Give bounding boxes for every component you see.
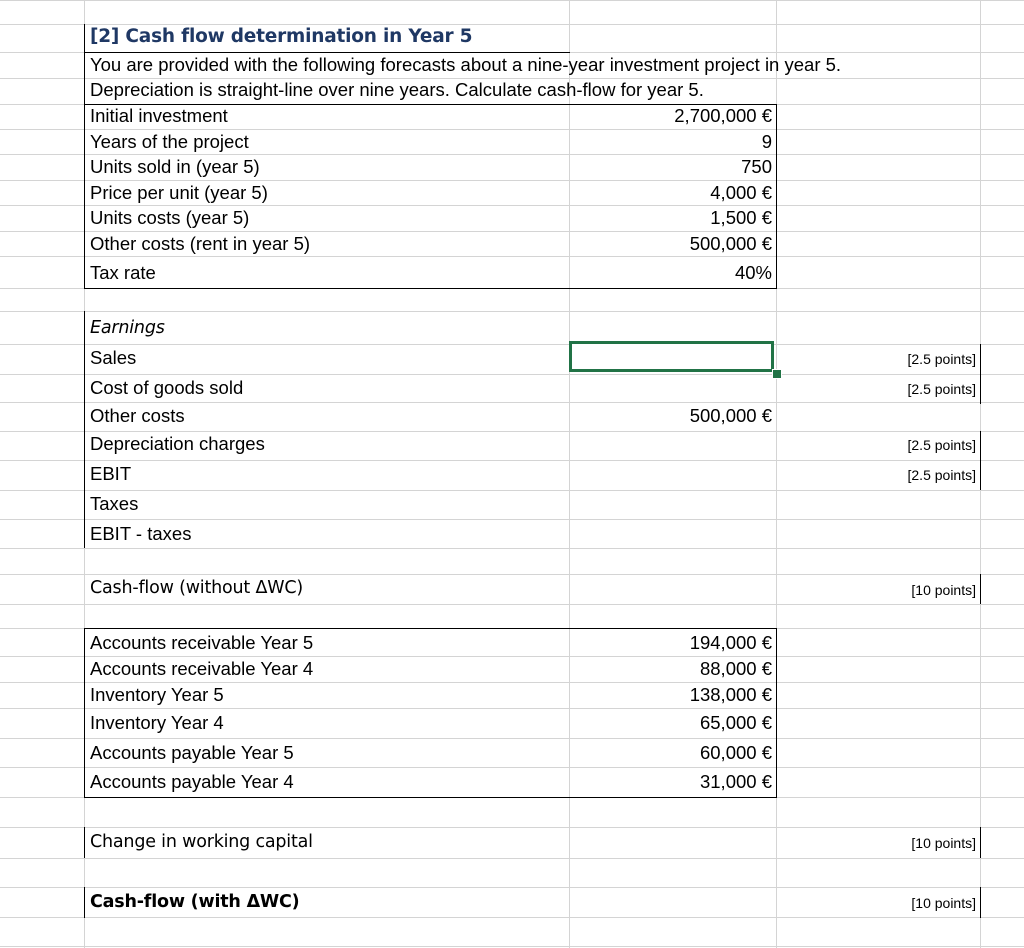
points-sales: [2.5 points]	[907, 351, 976, 367]
cell-border	[84, 52, 570, 53]
input-value-years[interactable]: 9	[761, 131, 772, 152]
gridline	[0, 887, 1024, 888]
input-label-years: Years of the project	[90, 131, 249, 152]
wc-label-inventory-year5: Inventory Year 5	[90, 684, 224, 705]
earnings-label-other-costs: Other costs	[90, 405, 185, 426]
cell-border	[776, 104, 777, 288]
gridline	[0, 682, 1024, 683]
earnings-label-cogs: Cost of goods sold	[90, 377, 244, 398]
input-label-other-costs: Other costs (rent in year 5)	[90, 233, 311, 254]
points-change-wc: [10 points]	[911, 835, 976, 851]
input-label-price-per-unit: Price per unit (year 5)	[90, 182, 268, 203]
gridline	[0, 767, 1024, 768]
gridline	[0, 402, 1024, 403]
cashflow-with-wc-label: Cash-flow (with ΔWC)	[90, 892, 300, 912]
wc-label-ar-year5: Accounts receivable Year 5	[90, 632, 314, 653]
selected-cell-sales[interactable]	[569, 341, 774, 372]
earnings-label-ebit: EBIT	[90, 463, 132, 484]
gridline	[0, 231, 1024, 232]
gridline	[0, 858, 1024, 859]
cell-border	[84, 311, 85, 548]
earnings-label-sales: Sales	[90, 347, 137, 368]
fill-handle[interactable]	[772, 369, 782, 379]
points-cashflow-without-wc: [10 points]	[911, 582, 976, 598]
wc-label-inventory-year4: Inventory Year 4	[90, 712, 224, 733]
wc-label-ar-year4: Accounts receivable Year 4	[90, 658, 314, 679]
gridline	[0, 180, 1024, 181]
points-cashflow-with-wc: [10 points]	[911, 895, 976, 911]
cell-border	[980, 574, 981, 604]
gridline	[0, 374, 1024, 375]
gridline	[0, 574, 1024, 575]
gridline	[0, 24, 1024, 25]
input-value-unit-costs[interactable]: 1,500 €	[710, 207, 772, 228]
gridline	[0, 311, 1024, 312]
wc-value-ap-year5[interactable]: 60,000 €	[699, 742, 772, 763]
earnings-label-taxes: Taxes	[90, 493, 139, 514]
cell-border	[776, 628, 777, 798]
cell-border	[84, 628, 85, 798]
wc-value-inventory-year4[interactable]: 65,000 €	[699, 712, 772, 733]
input-value-price-per-unit[interactable]: 4,000 €	[710, 182, 772, 203]
cell-border	[84, 288, 777, 289]
gridline	[0, 738, 1024, 739]
points-depreciation: [2.5 points]	[907, 437, 976, 453]
cell-border	[84, 887, 85, 918]
input-label-units-sold: Units sold in (year 5)	[90, 156, 260, 177]
input-label-tax-rate: Tax rate	[90, 262, 156, 283]
gridline	[0, 519, 1024, 520]
cell-border	[84, 628, 777, 629]
gridline	[0, 548, 1024, 549]
cell-border	[980, 431, 981, 490]
gridline	[0, 604, 1024, 605]
gridline	[569, 0, 570, 948]
intro-line-2: Depreciation is straight-line over nine years. Calculate cash-flow for year 5.	[90, 79, 704, 100]
cell-border	[980, 827, 981, 858]
wc-label-ap-year4: Accounts payable Year 4	[90, 771, 294, 792]
wc-value-ap-year4[interactable]: 31,000 €	[699, 771, 772, 792]
wc-value-ar-year5[interactable]: 194,000 €	[689, 632, 772, 653]
gridline	[0, 460, 1024, 461]
intro-line-1: You are provided with the following forecasts about a nine-year investment project in year 5.	[90, 54, 842, 75]
cell-border	[84, 24, 85, 288]
wc-value-inventory-year5[interactable]: 138,000 €	[689, 684, 772, 705]
gridline	[0, 129, 1024, 130]
points-ebit: [2.5 points]	[907, 467, 976, 483]
earnings-label-depreciation: Depreciation charges	[90, 433, 265, 454]
gridline	[0, 205, 1024, 206]
wc-label-ap-year5: Accounts payable Year 5	[90, 742, 294, 763]
cell-border	[980, 344, 981, 404]
gridline	[0, 490, 1024, 491]
gridline	[0, 946, 1024, 947]
input-label-initial-investment: Initial investment	[90, 105, 228, 126]
gridline	[0, 256, 1024, 257]
points-cogs: [2.5 points]	[907, 381, 976, 397]
cell-border	[980, 887, 981, 918]
gridline	[0, 154, 1024, 155]
cell-border	[84, 827, 85, 858]
gridline	[0, 708, 1024, 709]
input-value-units-sold[interactable]: 750	[741, 156, 772, 177]
earnings-label-ebit-minus-taxes: EBIT - taxes	[90, 523, 192, 544]
gridline	[0, 656, 1024, 657]
earnings-heading: Earnings	[90, 318, 165, 338]
input-value-tax-rate[interactable]: 40%	[734, 262, 772, 283]
earnings-value-other-costs[interactable]: 500,000 €	[689, 405, 772, 426]
input-value-initial-investment[interactable]: 2,700,000 €	[674, 105, 772, 126]
input-value-other-costs[interactable]: 500,000 €	[689, 233, 772, 254]
gridline	[0, 917, 1024, 918]
gridline	[0, 344, 1024, 345]
wc-value-ar-year4[interactable]: 88,000 €	[699, 658, 772, 679]
cell-border	[84, 797, 777, 798]
gridline	[0, 0, 1024, 1]
change-wc-label: Change in working capital	[90, 832, 313, 852]
page-title: [2] Cash flow determination in Year 5	[90, 26, 473, 47]
gridline	[0, 431, 1024, 432]
input-label-unit-costs: Units costs (year 5)	[90, 207, 250, 228]
gridline	[0, 827, 1024, 828]
cashflow-without-wc-label: Cash-flow (without ΔWC)	[90, 578, 303, 598]
